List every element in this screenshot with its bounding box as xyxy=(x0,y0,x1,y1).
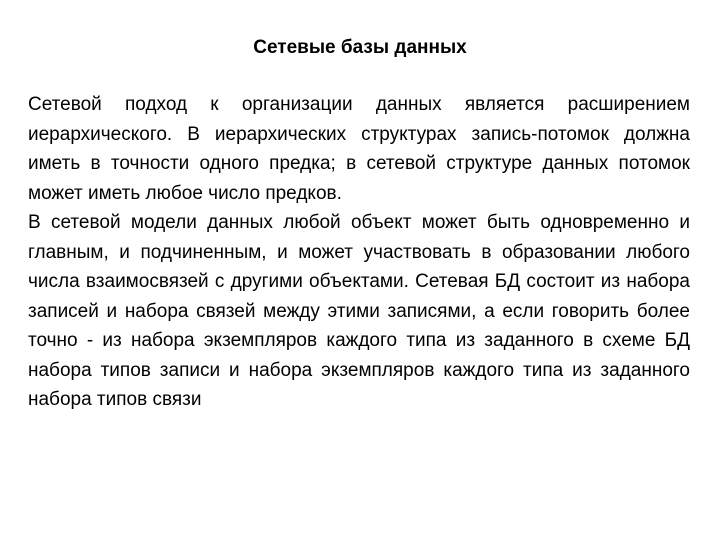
paragraph-network-model: В сетевой модели данных любой объект может быть одновременно и главным, и подчиненным, и может участвовать в образовании любого числа взаимосвязей с другими объектами. Сетевая БД состоит из набора записей и набора связей между этими записями, а если говорить более точно - из набора экземпляров каждого типа из заданного в схеме БД набора типов записи и набора экземпляров каждого типа из заданного набора типов связи xyxy=(28,212,690,410)
paragraph-network-approach: Сетевой подход к организации данных является расширением иерархического. В иерархических структурах запись-потомок должна иметь в точности одного предка; в сетевой структуре данных потомок может иметь любое число предков. xyxy=(28,94,690,204)
slide-title: Сетевые базы данных xyxy=(253,37,467,58)
slide-body xyxy=(28,90,690,415)
